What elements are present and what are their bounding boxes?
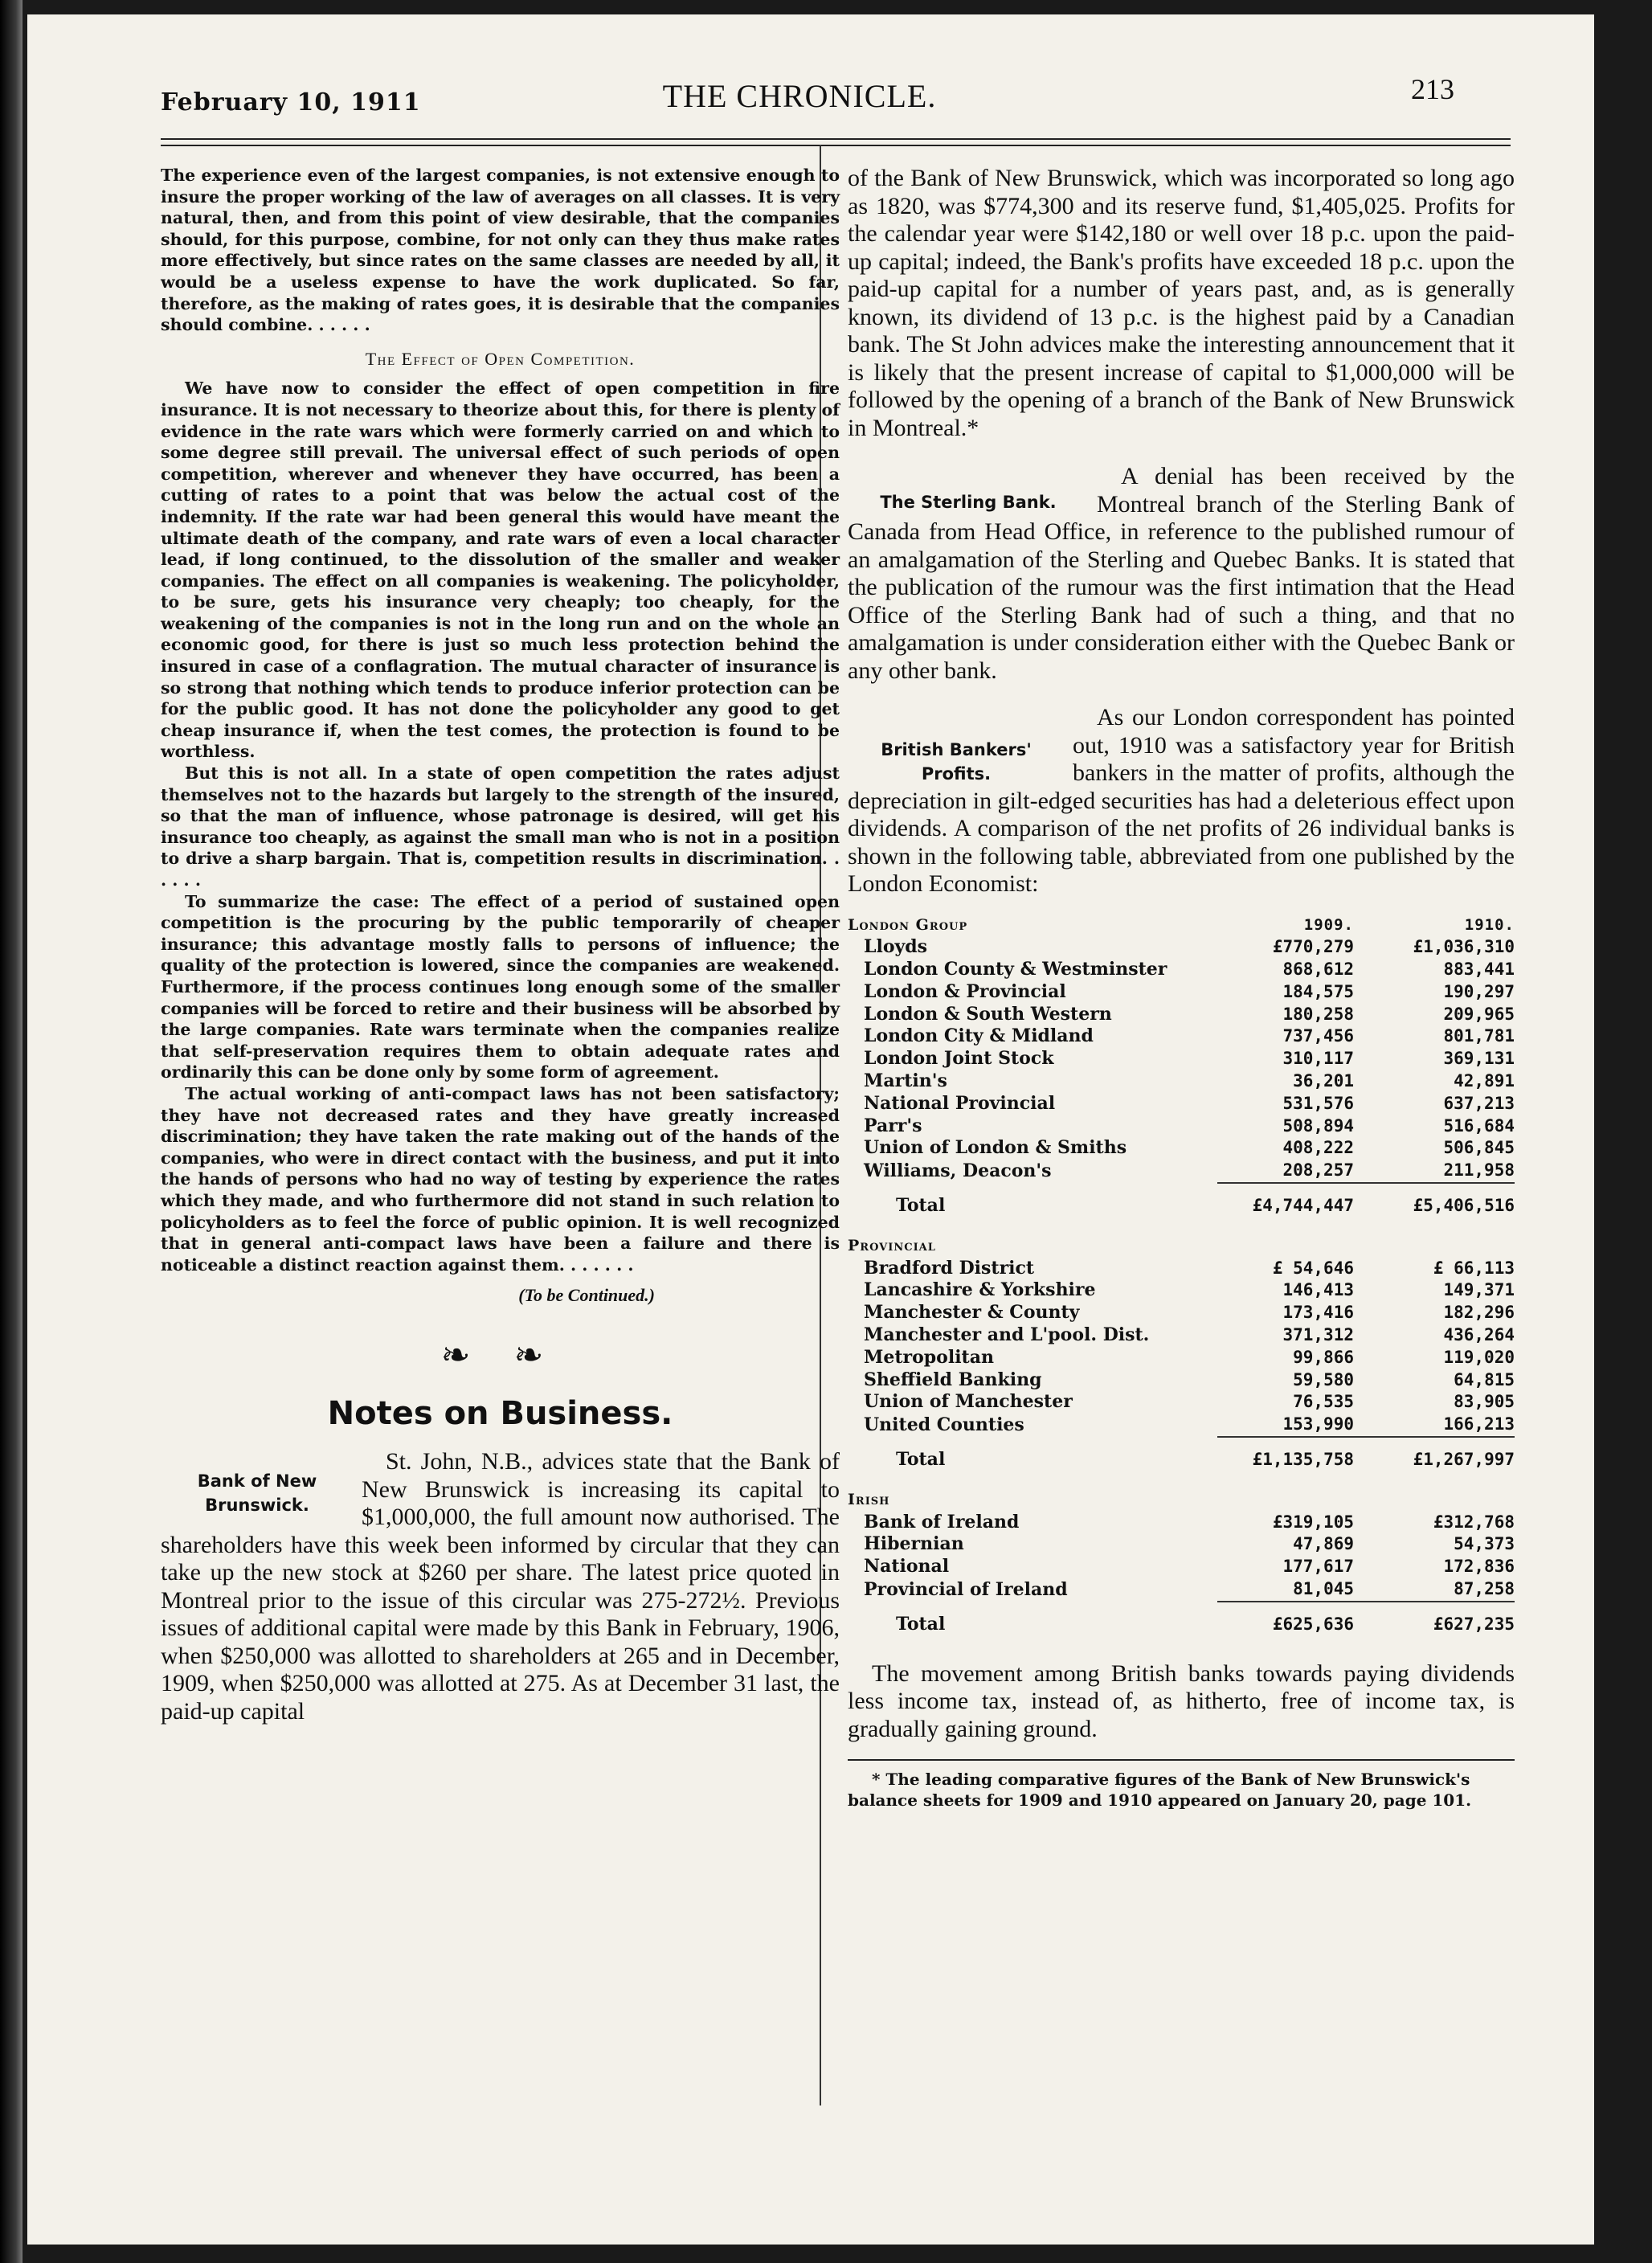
sterling-item	[848, 463, 1515, 685]
issue-date: February 10, 1911	[161, 88, 421, 117]
profit-1910: 637,213	[1443, 1093, 1515, 1113]
empty-cell	[1354, 1226, 1515, 1258]
profit-1910: 190,297	[1443, 981, 1515, 1001]
table-row	[848, 1533, 1515, 1556]
table-total-row	[848, 1602, 1515, 1644]
bank-name: London & Provincial	[864, 980, 1066, 1002]
table-total-row	[848, 1184, 1515, 1226]
profit-1910: 64,815	[1454, 1369, 1515, 1389]
bank-nb-continued: of the Bank of New Brunswick, which was incorporated so long ago as 1820, was $774,300 and its reserve fund, $1,405,025. Profits for the calendar year were $142,180 or well over 18 p.c. upon the paid-up capital; indeed, the Bank's profits have exceeded 18 p.c. upon the paid-up capital for a number of years past, and, as is generally known, its dividend of 13 p.c. is the highest paid by a Canadian bank. The St John advices make the interesting announcement that it is likely that the present increase of capital to $1,000,000 will be followed by the opening of a branch of the Bank of New Brunswick in Montreal.*	[848, 165, 1515, 441]
profit-1910: 883,441	[1443, 960, 1515, 980]
bank-name: London Joint Stock	[864, 1048, 1054, 1070]
bank-name: Lloyds	[864, 936, 928, 958]
empty-cell	[1354, 1479, 1515, 1512]
profit-1910: 369,131	[1443, 1049, 1515, 1069]
profit-1909: 153,990	[1282, 1414, 1354, 1434]
bank-name: Parr's	[864, 1115, 922, 1136]
table-row	[848, 1279, 1515, 1302]
table-row	[848, 1137, 1515, 1160]
total-1909: £625,636	[1272, 1614, 1354, 1634]
profit-1909: £319,105	[1272, 1512, 1354, 1532]
bank-name: Provincial of Ireland	[864, 1579, 1068, 1601]
profit-1909: 99,866	[1293, 1347, 1354, 1367]
bank-name: Union of London & Smiths	[864, 1137, 1127, 1159]
profit-1909: 371,312	[1282, 1325, 1354, 1345]
bank-name: London County & Westminster	[864, 959, 1167, 980]
profit-1909: 177,617	[1282, 1557, 1354, 1577]
left-column	[161, 165, 840, 1725]
total-label: Total	[896, 1613, 946, 1635]
profit-1910: £1,036,310	[1413, 937, 1515, 957]
total-1910: £627,235	[1433, 1614, 1515, 1634]
total-1909: £4,744,447	[1252, 1196, 1354, 1216]
bank-name: Bank of Ireland	[864, 1511, 1020, 1533]
header-rule-bottom	[161, 145, 1511, 146]
profit-1909: 36,201	[1293, 1071, 1354, 1091]
notes-heading: Notes on Business.	[327, 1395, 673, 1433]
profit-1910: 436,264	[1443, 1325, 1515, 1345]
profit-1909: £770,279	[1272, 937, 1354, 957]
profit-1910: 54,373	[1454, 1534, 1515, 1554]
bank-name: National	[864, 1556, 950, 1578]
page-number: 213	[1411, 73, 1454, 105]
profit-1909: 868,612	[1282, 960, 1354, 980]
total-label: Total	[896, 1449, 946, 1471]
side-head-line: Profits.	[921, 764, 992, 784]
profit-1910: 172,836	[1443, 1557, 1515, 1577]
bank-nb-paragraph: St. John, N.B., advices state that the Bank of New Brunswick is increasing its capital to $1,000,000, the full amount now authorised. The shareholders have this week been informed by circular that they can take up the new stock at $260 per share. The latest price quoted in Montreal prior to the issue of this circular was 275-272½. Previous issues of additional capital were made by this Bank in February, 1906, when $250,000 was allotted to shareholders at 265 and in December, 1909, when $250,000 was allotted at 275. As at December 31 last, the paid-up capital	[161, 1448, 840, 1725]
profit-1910: 506,845	[1443, 1138, 1515, 1158]
total-1909: £1,135,758	[1252, 1450, 1354, 1470]
intro-paragraph: The experience even of the largest companies, is not extensive enough to insure the proper working of the law of averages on all classes. It is very natural, then, and from this point of view desirable, that the companies should, for this purpose, combine, for not only can they thus make rates more effectively, but since rates on the same classes are needed by all, it would be a useless expense to have the work duplicated. So far, therefore, as the making of rates goes, it is desirable that the companies should combine. . . . . .	[161, 166, 840, 335]
group-label: Irish	[848, 1490, 890, 1508]
table-row	[848, 1302, 1515, 1324]
empty-cell	[1217, 1479, 1354, 1512]
table-row	[848, 1324, 1515, 1347]
profit-1910: 42,891	[1454, 1071, 1515, 1091]
profit-1910: 516,684	[1443, 1115, 1515, 1136]
year-header-1910: 1910.	[1464, 915, 1515, 934]
section-heading: The Effect of Open Competition.	[365, 348, 636, 369]
bank-name: Manchester & County	[864, 1302, 1080, 1324]
sterling-paragraph: A denial has been received by the Montreal branch of the Sterling Bank of Canada from Head Office, in reference to the published rumour of an amalgamation of the Sterling and Quebec Banks. It is stated that the publication of the rumour was the first intimation that the Head Office of the Sterling Bank had of such a thing, and that no amalgamation is under consideration either with the Quebec Bank or any other bank.	[848, 463, 1515, 684]
bank-name: Bradford District	[864, 1257, 1035, 1279]
bank-name: Metropolitan	[864, 1346, 994, 1368]
profit-1909: 47,869	[1293, 1534, 1354, 1554]
bank-nb-item	[161, 1448, 840, 1725]
year-header-1909: 1909.	[1303, 915, 1354, 934]
table-row	[848, 1391, 1515, 1414]
table-row	[848, 1347, 1515, 1369]
profit-1910: 209,965	[1443, 1004, 1515, 1024]
british-paragraph: As our London correspondent has pointed out, 1910 was a satisfactory year for British bankers in the matter of profits, although the depreciation in gilt-edged securities has had a deleterious effect upon dividends. A comparison of the net profits of 26 individual banks is shown in the following table, abbreviated from one published by the London Economist:	[848, 704, 1515, 897]
profit-1910: 149,371	[1443, 1280, 1515, 1300]
profit-1909: 184,575	[1282, 981, 1354, 1001]
paragraph: The actual working of anti-compact laws has not been satisfactory; they have not decreased rates and they have greatly increased discrimination; they have taken the rate making out of the hands of the companies, who were in direct contact with the business, and put it into the hands of persons who had no way of testing by experience the rates which they made, and who furthermore did not stand in such relation to policyholders as to feel the force of public opinion. It is well recognized that in general anti-compact laws have been a failure and there is noticeable a distinct reaction against them. . . . . . .	[161, 1083, 840, 1275]
profit-1909: 408,222	[1282, 1138, 1354, 1158]
group-label: London Group	[848, 915, 968, 934]
profit-1910: £312,768	[1433, 1512, 1515, 1532]
profit-1910: £ 66,113	[1433, 1258, 1515, 1278]
table-group-row	[848, 1479, 1515, 1512]
table-row	[848, 1048, 1515, 1070]
profit-1910: 119,020	[1443, 1347, 1515, 1367]
profit-1910: 83,905	[1454, 1392, 1515, 1412]
profit-1909: 208,257	[1282, 1160, 1354, 1181]
table-row	[848, 981, 1515, 1004]
side-head-british	[848, 738, 1065, 786]
closing-paragraph: The movement among British banks towards paying dividends less income tax, instead of, as hitherto, free of income tax, is gradually gaining ground.	[848, 1659, 1515, 1742]
side-head-line: Brunswick.	[205, 1496, 309, 1516]
bank-profits-table	[848, 905, 1515, 1644]
profit-1909: 310,117	[1282, 1049, 1354, 1069]
bank-name: Hibernian	[864, 1533, 964, 1555]
profit-1909: £ 54,646	[1272, 1258, 1354, 1278]
bank-name: National Provincial	[864, 1092, 1056, 1114]
profit-1910: 166,213	[1443, 1414, 1515, 1434]
bank-name: London City & Midland	[864, 1025, 1094, 1047]
table-row	[848, 1414, 1515, 1437]
total-1910: £5,406,516	[1413, 1196, 1515, 1216]
right-column	[848, 165, 1515, 1811]
bank-name: Manchester and L'pool. Dist.	[864, 1324, 1150, 1346]
table-row	[848, 1258, 1515, 1280]
footnote: * The leading comparative figures of the Bank of New Brunswick's balance sheets for 1909 and 1910 appeared on January 20, page 101.	[848, 1770, 1472, 1811]
paragraph: We have now to consider the effect of open competition in fire insurance. It is not necessary to theorize about this, for there is plenty of evidence in the rate wars which were formerly carried on and which to some degree still prevail. The universal effect of such periods of open competition, wherever and whenever they have occurred, has been a cutting of rates to a point that was below the actual cost of the indemnity. If the rate war had been general this would have meant the ultimate death of the company, and rate wars of even a local character lead, if long continued, to the dissolution of the smaller and weaker companies. The effect on all companies is weakening. The policyholder, to be sure, gets his insurance very cheaply; too cheaply, for the weakening of the companies is not in the long run and on the whole an economic good, for there is just so much less protection behind the insured in case of a conflagration. The mutual character of insurance is so strong that nothing which tends to produce inferior protection can be for the public good. It has not done the policyholder any good to get cheap insurance if, when the test comes, the protection is found to be worthless.	[161, 379, 840, 762]
table-row	[848, 1160, 1515, 1183]
side-head-bank-nb	[161, 1469, 354, 1517]
to-be-continued: (To be Continued.)	[518, 1285, 655, 1306]
fleuron-ornament: ❧ ❧	[440, 1335, 560, 1377]
profit-1909: 180,258	[1282, 1004, 1354, 1024]
paragraph: But this is not all. In a state of open competition the rates adjust themselves not to the hazards but largely to the strength of the insured, so that the man of influence, whose patronage is desired, will get his insurance too cheaply, as against the small man who is not in a position to drive a sharp bargain. That is, competition results in discrimination. . . . . .	[161, 763, 840, 890]
page-header	[129, 72, 1470, 129]
profit-1910: 211,958	[1443, 1160, 1515, 1181]
bank-name: Union of Manchester	[864, 1391, 1073, 1413]
table-row	[848, 959, 1515, 981]
profit-1910: 87,258	[1454, 1579, 1515, 1599]
side-head-line: Bank of New	[197, 1471, 317, 1492]
profit-1909: 737,456	[1282, 1026, 1354, 1046]
table-total-row	[848, 1438, 1515, 1479]
total-1910: £1,267,997	[1413, 1450, 1515, 1470]
table-row	[848, 1556, 1515, 1578]
table-row	[848, 1070, 1515, 1093]
table-row	[848, 1025, 1515, 1048]
profit-1910: 801,781	[1443, 1026, 1515, 1046]
footnote-rule	[848, 1759, 1515, 1761]
british-item	[848, 704, 1515, 898]
bank-name: Lancashire & Yorkshire	[864, 1279, 1096, 1301]
bank-name: United Counties	[864, 1414, 1024, 1436]
table-row	[848, 1004, 1515, 1026]
profit-1909: 81,045	[1293, 1579, 1354, 1599]
group-label: Provincial	[848, 1236, 936, 1254]
profit-1909: 531,576	[1282, 1093, 1354, 1113]
table-group-row	[848, 905, 1515, 937]
bank-name: London & South Western	[864, 1003, 1112, 1025]
profit-1909: 508,894	[1282, 1115, 1354, 1136]
table-row	[848, 1512, 1515, 1534]
table-row	[848, 1578, 1515, 1602]
table-row	[848, 936, 1515, 959]
table-row	[848, 1115, 1515, 1138]
table-group-row	[848, 1226, 1515, 1258]
profit-1910: 182,296	[1443, 1303, 1515, 1323]
profit-1909: 146,413	[1282, 1280, 1354, 1300]
bank-name: Sheffield Banking	[864, 1369, 1042, 1390]
table-row	[848, 1093, 1515, 1115]
table-row	[848, 1369, 1515, 1392]
empty-cell	[1217, 1226, 1354, 1258]
bank-name: Williams, Deacon's	[864, 1160, 1052, 1182]
header-rule-top	[161, 138, 1511, 140]
profit-1909: 76,535	[1293, 1392, 1354, 1412]
paragraph: To summarize the case: The effect of a period of sustained open competition is the procuring by the public temporarily of cheaper insurance; this advantage mostly falls to persons of influence; the quality of the protection is lowered, since the companies are weakened. Furthermore, if the process continues long enough some of the smaller companies will be forced to retire and their business will be absorbed by the large companies. Rate wars terminate when the companies realize that self-preservation requires them to obtain adequate rates and ordinarily this can be done only by some form of agreement.	[161, 891, 840, 1082]
side-head-sterling: The Sterling Bank.	[880, 493, 1057, 512]
page-edge-shadow	[0, 0, 22, 2263]
profit-1909: 173,416	[1282, 1303, 1354, 1323]
profit-1909: 59,580	[1293, 1369, 1354, 1389]
publication-title: THE CHRONICLE.	[662, 78, 937, 114]
total-label: Total	[896, 1195, 946, 1217]
side-head-line: British Bankers'	[881, 740, 1032, 759]
bank-name: Martin's	[864, 1070, 947, 1092]
